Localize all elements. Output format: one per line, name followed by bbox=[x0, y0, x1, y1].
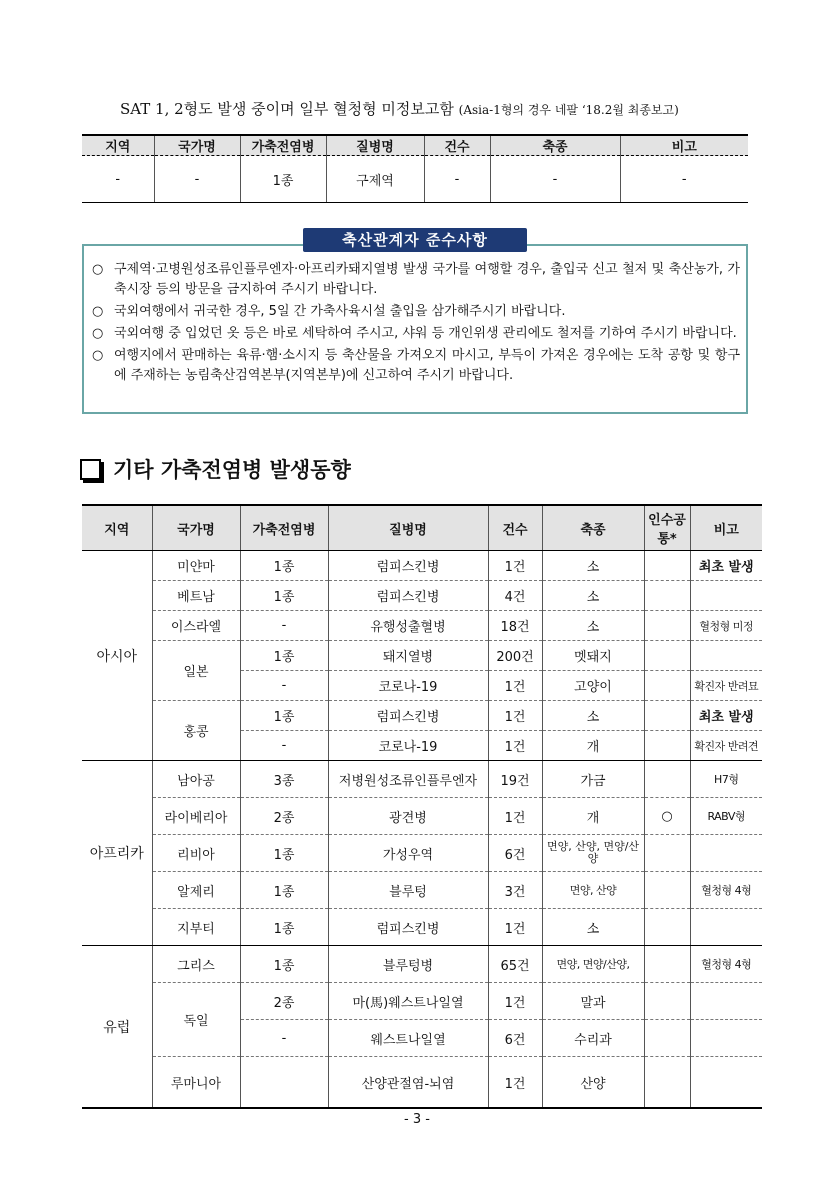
cell-note bbox=[690, 641, 762, 671]
cell-country: 남아공 bbox=[152, 761, 240, 798]
cell-zoonotic bbox=[644, 909, 690, 946]
cell-region: - bbox=[82, 156, 154, 203]
serotype-note-main: SAT 1, 2형도 발생 중이며 일부 혈청형 미정보고함 bbox=[120, 100, 454, 118]
header-cases: 건수 bbox=[488, 505, 542, 551]
section-heading bbox=[80, 454, 351, 484]
cell-country: - bbox=[154, 156, 240, 203]
header-class: 가축전염병 bbox=[240, 505, 328, 551]
cell-zoonotic: ○ bbox=[644, 798, 690, 835]
cell-country: 지부티 bbox=[152, 909, 240, 946]
cell-cases: 1건 bbox=[488, 1057, 542, 1109]
cell-disease: 광견병 bbox=[328, 798, 488, 835]
cell-country: 루마니아 bbox=[152, 1057, 240, 1109]
cell-disease: 마(馬)웨스트나일열 bbox=[328, 983, 488, 1020]
cell-species: 소 bbox=[542, 909, 644, 946]
cell-cases: 1건 bbox=[488, 551, 542, 581]
header-species: 축종 bbox=[542, 505, 644, 551]
checkbox-square-icon bbox=[80, 459, 101, 480]
cell-disease: 블루텅병 bbox=[328, 946, 488, 983]
header-disease: 질병명 bbox=[326, 135, 424, 156]
header-cases: 건수 bbox=[424, 135, 490, 156]
cell-country: 그리스 bbox=[152, 946, 240, 983]
page-number: - 3 - bbox=[404, 1112, 430, 1127]
table-row bbox=[82, 701, 762, 731]
table-row bbox=[82, 551, 762, 581]
cell-note bbox=[690, 1057, 762, 1109]
region-africa: 아프리카 bbox=[82, 761, 152, 946]
cell-cases: 19건 bbox=[488, 761, 542, 798]
cell-species: 수리과 bbox=[542, 1020, 644, 1057]
cell-note: 최초 발생 bbox=[690, 701, 762, 731]
cell-species: 소 bbox=[542, 581, 644, 611]
cell-disease: 가성우역 bbox=[328, 835, 488, 872]
header-zoonotic: 인수공통* bbox=[644, 505, 690, 551]
table-header-row bbox=[82, 135, 748, 156]
cell-zoonotic bbox=[644, 731, 690, 761]
cell-zoonotic bbox=[644, 611, 690, 641]
cell-note: H7형 bbox=[690, 761, 762, 798]
cell-cases: 18건 bbox=[488, 611, 542, 641]
table-row bbox=[82, 581, 762, 611]
serotype-note bbox=[120, 98, 760, 119]
cell-class: 1종 bbox=[240, 835, 328, 872]
cell-species: 개 bbox=[542, 798, 644, 835]
circle-bullet-icon: ○ bbox=[92, 326, 104, 341]
cell-cases: 3건 bbox=[488, 872, 542, 909]
cell-zoonotic bbox=[644, 671, 690, 701]
circle-bullet-icon: ○ bbox=[92, 304, 104, 319]
header-note: 비고 bbox=[690, 505, 762, 551]
cell-class: 1종 bbox=[240, 701, 328, 731]
cell-disease: 코로나-19 bbox=[328, 731, 488, 761]
cell-note bbox=[690, 835, 762, 872]
cell-disease: 블루텅 bbox=[328, 872, 488, 909]
cell-zoonotic bbox=[644, 1020, 690, 1057]
table-row bbox=[82, 641, 762, 671]
section-heading-text: 기타 가축전염병 발생동향 bbox=[113, 458, 351, 482]
cell-zoonotic bbox=[644, 581, 690, 611]
cell-zoonotic bbox=[644, 1057, 690, 1109]
cell-cases: 1건 bbox=[488, 731, 542, 761]
list-item bbox=[92, 302, 740, 322]
cell-class: 1종 bbox=[240, 909, 328, 946]
notice-title: 축산관계자 준수사항 bbox=[303, 228, 527, 252]
header-country: 국가명 bbox=[152, 505, 240, 551]
cell-disease: 코로나-19 bbox=[328, 671, 488, 701]
cell-country: 일본 bbox=[152, 641, 240, 701]
cell-zoonotic bbox=[644, 946, 690, 983]
list-item bbox=[92, 260, 740, 300]
cell-zoonotic bbox=[644, 641, 690, 671]
cell-note: 혈청형 4형 bbox=[690, 872, 762, 909]
cell-country: 라이베리아 bbox=[152, 798, 240, 835]
cell-note bbox=[690, 581, 762, 611]
cell-note: 혈청형 미정 bbox=[690, 611, 762, 641]
table-row bbox=[82, 761, 762, 798]
cell-note: - bbox=[620, 156, 748, 203]
disease-outbreak-table bbox=[82, 504, 762, 1109]
cell-cases: - bbox=[424, 156, 490, 203]
circle-bullet-icon: ○ bbox=[92, 262, 104, 277]
header-note: 비고 bbox=[620, 135, 748, 156]
header-species: 축종 bbox=[490, 135, 620, 156]
cell-cases: 4건 bbox=[488, 581, 542, 611]
notice-text: 여행지에서 판매하는 육류·햄·소시지 등 축산물을 가져오지 마시고, 부득이 가져온 경우에는 도착 공항 및 항구에 주재하는 농림축산검역본부(지역본부)에 신고하여 주시기 바랍니다. bbox=[114, 348, 740, 383]
cell-country: 미얀마 bbox=[152, 551, 240, 581]
cell-species: 면양, 산양 bbox=[542, 872, 644, 909]
cell-cases: 1건 bbox=[488, 701, 542, 731]
cell-species: 면양, 면양/산양, bbox=[542, 946, 644, 983]
cell-country: 홍콩 bbox=[152, 701, 240, 761]
cell-country: 알제리 bbox=[152, 872, 240, 909]
header-region: 지역 bbox=[82, 135, 154, 156]
cell-note: 혈청형 4형 bbox=[690, 946, 762, 983]
notice-box bbox=[82, 244, 748, 414]
cell-country: 리비아 bbox=[152, 835, 240, 872]
cell-zoonotic bbox=[644, 701, 690, 731]
cell-note: 최초 발생 bbox=[690, 551, 762, 581]
cell-zoonotic bbox=[644, 761, 690, 798]
serotype-note-small: (Asia-1형의 경우 네팔 ‘18.2월 최종보고) bbox=[458, 103, 679, 117]
list-item bbox=[92, 324, 740, 344]
cell-disease: 유행성출혈병 bbox=[328, 611, 488, 641]
cell-class: 1종 bbox=[240, 551, 328, 581]
cell-disease: 럼피스킨병 bbox=[328, 551, 488, 581]
cell-species: 소 bbox=[542, 551, 644, 581]
region-asia: 아시아 bbox=[82, 551, 152, 761]
cell-disease: 돼지열병 bbox=[328, 641, 488, 671]
region-europe: 유럽 bbox=[82, 946, 152, 1109]
cell-class: 1종 bbox=[240, 156, 326, 203]
cell-class: - bbox=[240, 611, 328, 641]
cell-species: 소 bbox=[542, 611, 644, 641]
header-disease: 질병명 bbox=[328, 505, 488, 551]
cell-class: 1종 bbox=[240, 872, 328, 909]
list-item bbox=[92, 346, 740, 386]
cell-species: 말과 bbox=[542, 983, 644, 1020]
cell-class: - bbox=[240, 1020, 328, 1057]
cell-cases: 200건 bbox=[488, 641, 542, 671]
cell-cases: 1건 bbox=[488, 909, 542, 946]
cell-class: 1종 bbox=[240, 641, 328, 671]
cell-cases: 6건 bbox=[488, 835, 542, 872]
table-row bbox=[82, 909, 762, 946]
cell-country: 베트남 bbox=[152, 581, 240, 611]
fmd-table bbox=[82, 134, 748, 203]
cell-zoonotic bbox=[644, 551, 690, 581]
cell-species: 고양이 bbox=[542, 671, 644, 701]
notice-text: 국외여행에서 귀국한 경우, 5일 간 가축사육시설 출입을 삼가해주시기 바랍니다. bbox=[114, 304, 566, 319]
cell-disease: 럼피스킨병 bbox=[328, 701, 488, 731]
header-class: 가축전염병 bbox=[240, 135, 326, 156]
table-row bbox=[82, 611, 762, 641]
cell-species: - bbox=[490, 156, 620, 203]
cell-class: 2종 bbox=[240, 798, 328, 835]
cell-note: 확진자 반려묘 bbox=[690, 671, 762, 701]
cell-zoonotic bbox=[644, 835, 690, 872]
notice-text: 구제역·고병원성조류인플루엔자·아프리카돼지열병 발생 국가를 여행할 경우, 출입국 신고 철저 및 축산농가, 가축시장 등의 방문을 금지하여 주시기 바랍니다. bbox=[114, 262, 740, 297]
cell-cases: 6건 bbox=[488, 1020, 542, 1057]
table-row bbox=[82, 835, 762, 872]
cell-species: 소 bbox=[542, 701, 644, 731]
cell-note bbox=[690, 983, 762, 1020]
cell-class: 1종 bbox=[240, 581, 328, 611]
header-region: 지역 bbox=[82, 505, 152, 551]
circle-bullet-icon: ○ bbox=[92, 348, 104, 363]
table-row bbox=[82, 946, 762, 983]
cell-species: 멧돼지 bbox=[542, 641, 644, 671]
table-row bbox=[82, 872, 762, 909]
cell-disease: 웨스트나일열 bbox=[328, 1020, 488, 1057]
cell-note bbox=[690, 1020, 762, 1057]
cell-cases: 1건 bbox=[488, 798, 542, 835]
cell-note: 확진자 반려견 bbox=[690, 731, 762, 761]
header-country: 국가명 bbox=[154, 135, 240, 156]
cell-disease: 산양관절염-뇌염 bbox=[328, 1057, 488, 1109]
cell-species: 면양, 산양, 면양/산양 bbox=[542, 835, 644, 872]
cell-class: - bbox=[240, 671, 328, 701]
cell-species: 가금 bbox=[542, 761, 644, 798]
table-row bbox=[82, 983, 762, 1020]
notice-text: 국외여행 중 입었던 옷 등은 바로 세탁하여 주시고, 샤워 등 개인위생 관리에도 철저를 기하여 주시기 바랍니다. bbox=[114, 326, 737, 341]
cell-disease: 저병원성조류인플루엔자 bbox=[328, 761, 488, 798]
cell-country: 독일 bbox=[152, 983, 240, 1057]
cell-class: 3종 bbox=[240, 761, 328, 798]
cell-cases: 65건 bbox=[488, 946, 542, 983]
cell-note bbox=[690, 909, 762, 946]
table-row bbox=[82, 156, 748, 203]
cell-class: 1종 bbox=[240, 946, 328, 983]
cell-species: 개 bbox=[542, 731, 644, 761]
cell-species: 산양 bbox=[542, 1057, 644, 1109]
table-header-row bbox=[82, 505, 762, 551]
cell-zoonotic bbox=[644, 983, 690, 1020]
cell-cases: 1건 bbox=[488, 983, 542, 1020]
table-row bbox=[82, 1057, 762, 1109]
cell-country: 이스라엘 bbox=[152, 611, 240, 641]
cell-disease: 럼피스킨병 bbox=[328, 581, 488, 611]
cell-cases: 1건 bbox=[488, 671, 542, 701]
cell-class: - bbox=[240, 731, 328, 761]
cell-note: RABV형 bbox=[690, 798, 762, 835]
table-row bbox=[82, 798, 762, 835]
cell-class: 2종 bbox=[240, 983, 328, 1020]
cell-class bbox=[240, 1057, 328, 1109]
cell-disease: 구제역 bbox=[326, 156, 424, 203]
notice-list bbox=[92, 260, 740, 388]
cell-disease: 럼피스킨병 bbox=[328, 909, 488, 946]
cell-zoonotic bbox=[644, 872, 690, 909]
